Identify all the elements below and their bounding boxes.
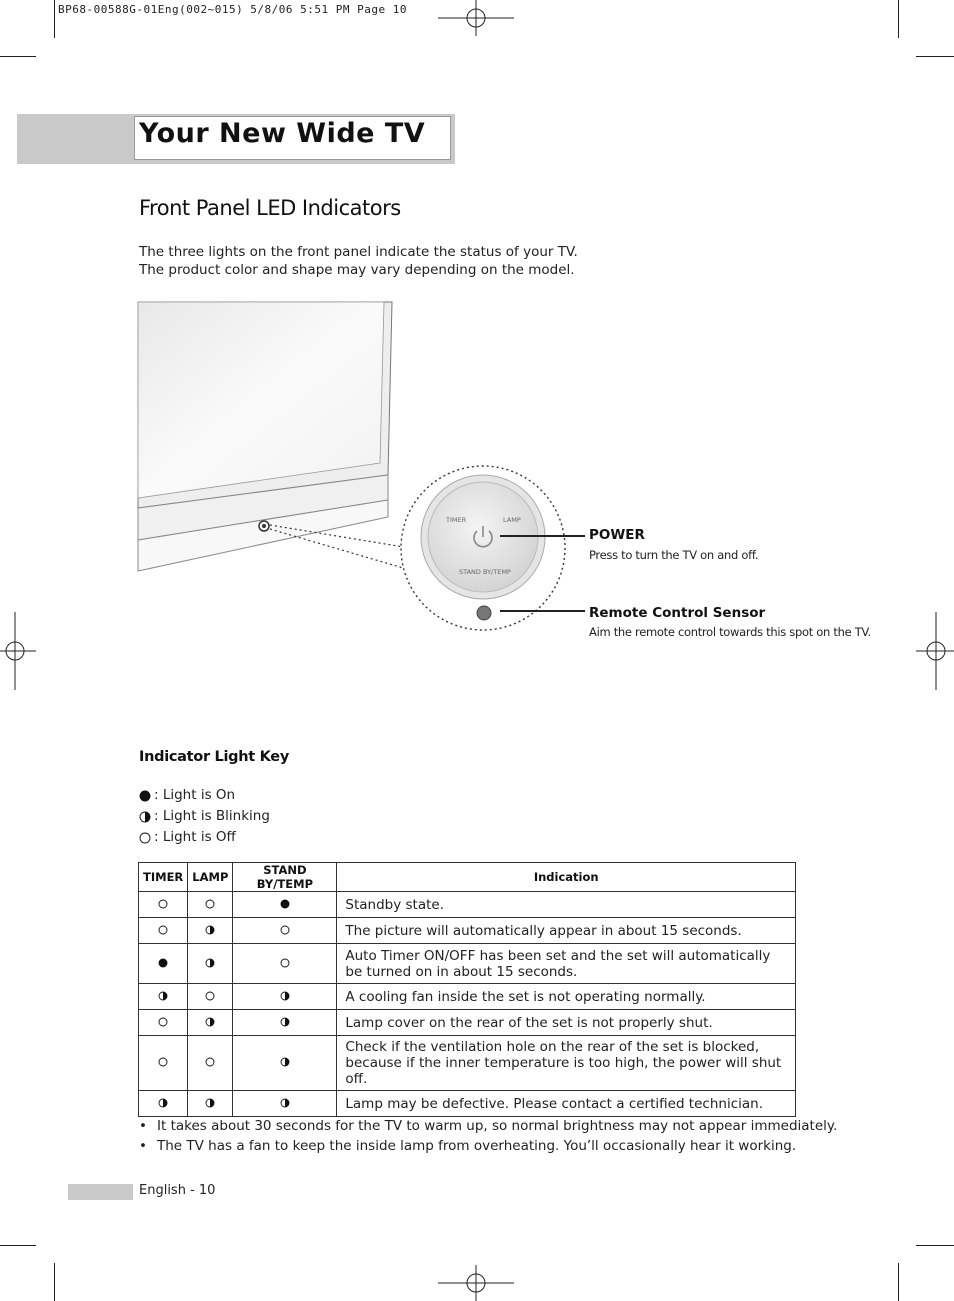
- light-blink-icon: [158, 991, 168, 1001]
- legend-item: [139, 806, 270, 827]
- note-text: The TV has a fan to keep the inside lamp from overheating. You’ll occasionally hear it working.: [157, 1138, 797, 1154]
- light-off-icon: [205, 1057, 215, 1067]
- standby-cell: [233, 944, 337, 984]
- lamp-cell: [188, 1091, 233, 1117]
- indication-cell: Standby state.: [337, 892, 796, 918]
- legend-item: [139, 827, 270, 848]
- light-blink-icon: [280, 1057, 290, 1067]
- timer-cell: [139, 944, 188, 984]
- standby-cell: [233, 918, 337, 944]
- light-off-icon: [139, 832, 151, 844]
- light-blink-icon: [158, 1098, 168, 1108]
- tv-front-panel-illustration: [130, 295, 830, 640]
- lamp-cell: [188, 918, 233, 944]
- print-slug: BP68-00588G-01Eng(002~015) 5/8/06 5:51 PM Page 10: [58, 3, 408, 16]
- header-indication: Indication: [337, 863, 796, 892]
- timer-cell: [139, 918, 188, 944]
- light-off-icon: [158, 899, 168, 909]
- standby-cell: [233, 984, 337, 1010]
- light-on-icon: [158, 958, 168, 968]
- light-blink-icon: [280, 1017, 290, 1027]
- notes-list: [139, 1116, 837, 1156]
- intro-line: The product color and shape may vary depending on the model.: [139, 262, 575, 278]
- light-blink-icon: [205, 958, 215, 968]
- table-row: [139, 944, 796, 984]
- light-blink-icon: [205, 1098, 215, 1108]
- intro-text: [139, 243, 578, 279]
- light-blink-icon: [139, 811, 151, 823]
- lamp-cell: [188, 1010, 233, 1036]
- light-off-icon: [280, 925, 290, 935]
- lamp-cell: [188, 892, 233, 918]
- indication-cell: A cooling fan inside the set is not operating normally.: [337, 984, 796, 1010]
- light-blink-icon: [280, 991, 290, 1001]
- light-on-icon: [139, 790, 151, 802]
- standby-cell: [233, 1010, 337, 1036]
- panel-timer-label: TIMER: [446, 516, 467, 524]
- standby-cell: [233, 1091, 337, 1117]
- light-on-icon: [280, 899, 290, 909]
- light-off-icon: [158, 925, 168, 935]
- timer-cell: [139, 892, 188, 918]
- section-title: Front Panel LED Indicators: [139, 196, 401, 220]
- sensor-callout-title: Remote Control Sensor: [589, 605, 766, 621]
- indicator-key-title: Indicator Light Key: [139, 749, 289, 765]
- indication-cell: Check if the ventilation hole on the rear of the set is blocked, because if the inner temperature is too high, the power will shut off.: [337, 1036, 796, 1091]
- timer-cell: [139, 1010, 188, 1036]
- light-off-icon: [158, 1017, 168, 1027]
- table-header-row: [139, 863, 796, 892]
- sensor-callout-desc: Aim the remote control towards this spot on the TV.: [589, 625, 871, 639]
- table-row: [139, 1036, 796, 1091]
- note-text: It takes about 30 seconds for the TV to warm up, so normal brightness may not appear immediately.: [157, 1118, 838, 1134]
- panel-lamp-label: LAMP: [503, 516, 521, 524]
- timer-cell: [139, 1091, 188, 1117]
- legend-item: [139, 785, 270, 806]
- remote-sensor-icon: [477, 606, 491, 620]
- lamp-cell: [188, 984, 233, 1010]
- indication-cell: Lamp may be defective. Please contact a certified technician.: [337, 1091, 796, 1117]
- intro-line: The three lights on the front panel indicate the status of your TV.: [139, 244, 578, 260]
- indicator-legend: [139, 785, 270, 848]
- list-item: • The TV has a fan to keep the inside lamp from overheating. You’ll occasionally hear it working.: [139, 1138, 797, 1154]
- page-title: Your New Wide TV: [139, 118, 426, 149]
- lamp-cell: [188, 1036, 233, 1091]
- table-row: [139, 892, 796, 918]
- indicator-table: [138, 862, 796, 1117]
- light-blink-icon: [205, 1017, 215, 1027]
- legend-label: : Light is Blinking: [154, 808, 270, 824]
- indication-cell: Auto Timer ON/OFF has been set and the set will automatically be turned on in about 15 seconds.: [337, 944, 796, 984]
- power-callout-desc: Press to turn the TV on and off.: [589, 548, 759, 562]
- list-item: • It takes about 30 seconds for the TV to warm up, so normal brightness may not appear immediately.: [139, 1118, 838, 1134]
- timer-cell: [139, 1036, 188, 1091]
- lamp-cell: [188, 944, 233, 984]
- header-standby: STAND BY/TEMP: [233, 863, 337, 892]
- legend-label: : Light is On: [154, 787, 236, 803]
- power-callout-title: POWER: [589, 527, 645, 543]
- indication-cell: The picture will automatically appear in about 15 seconds.: [337, 918, 796, 944]
- standby-cell: [233, 892, 337, 918]
- standby-cell: [233, 1036, 337, 1091]
- indication-cell: Lamp cover on the rear of the set is not properly shut.: [337, 1010, 796, 1036]
- footer-bar: [68, 1184, 133, 1200]
- table-row: [139, 1010, 796, 1036]
- header-lamp: LAMP: [188, 863, 233, 892]
- table-row: [139, 984, 796, 1010]
- panel-standby-label: STAND BY/TEMP: [459, 568, 511, 576]
- light-blink-icon: [205, 925, 215, 935]
- page-number: English - 10: [139, 1183, 216, 1198]
- light-off-icon: [280, 958, 290, 968]
- light-off-icon: [205, 899, 215, 909]
- light-blink-icon: [280, 1098, 290, 1108]
- table-row: [139, 918, 796, 944]
- light-off-icon: [158, 1057, 168, 1067]
- timer-cell: [139, 984, 188, 1010]
- table-row: [139, 1091, 796, 1117]
- light-off-icon: [205, 991, 215, 1001]
- header-timer: TIMER: [139, 863, 188, 892]
- legend-label: : Light is Off: [154, 829, 236, 845]
